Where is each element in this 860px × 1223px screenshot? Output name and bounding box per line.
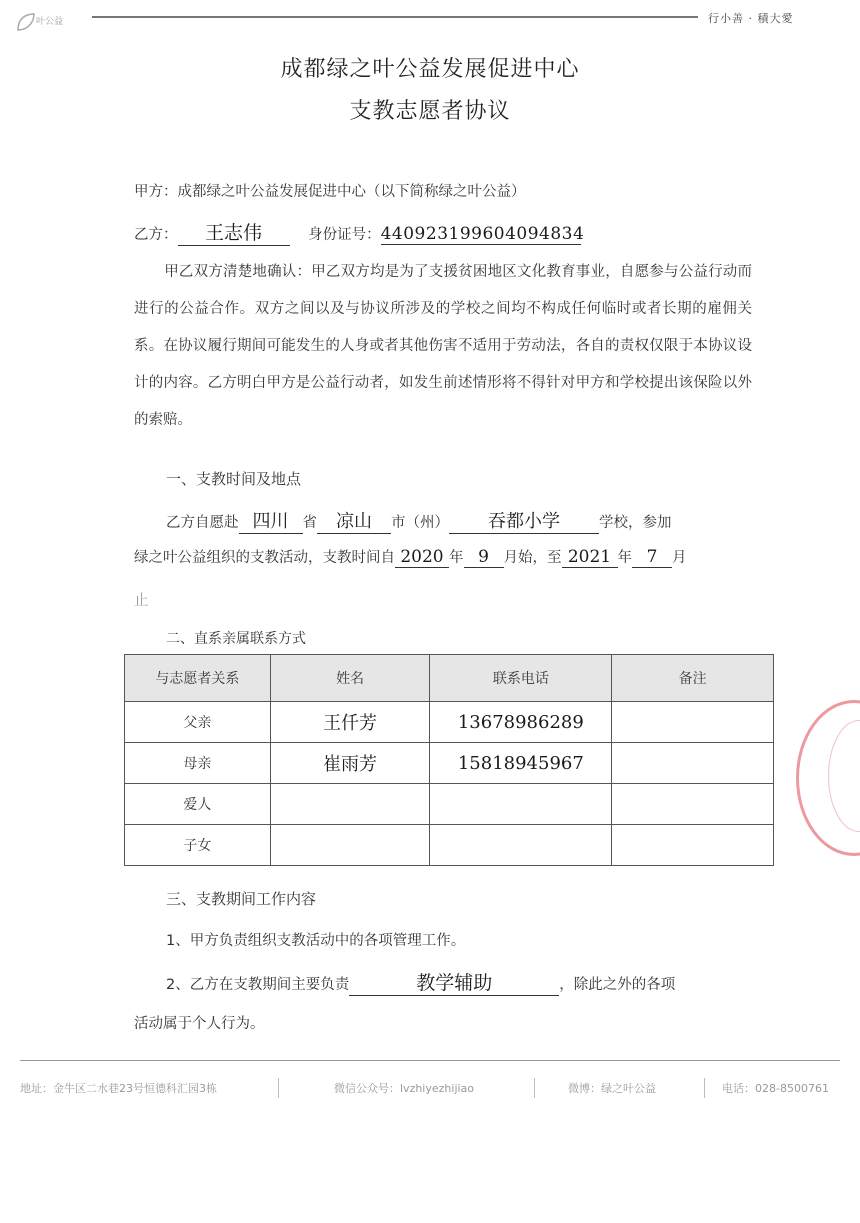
start-month: 9 [464, 547, 504, 568]
note-cell [612, 743, 774, 784]
year-unit: 年 [449, 550, 464, 566]
s1-prefix: 乙方自愿赴 [166, 515, 239, 531]
party-a-line [134, 180, 526, 201]
section1-line1 [166, 507, 672, 534]
column-header: 联系电话 [430, 655, 612, 702]
end-month: 7 [632, 547, 672, 568]
duty-value: 教学辅助 [349, 968, 559, 996]
name-cell [270, 825, 430, 866]
contacts-table [124, 654, 774, 866]
phone-cell [430, 825, 612, 866]
name-cell: 崔雨芳 [270, 743, 430, 784]
id-label: 身份证号： [308, 227, 381, 243]
item2-suffix: ，除此之外的各项 [559, 977, 676, 993]
note-cell [612, 702, 774, 743]
party-b-name: 王志伟 [178, 218, 290, 246]
section3-heading: 三、支教期间工作内容 [166, 890, 317, 908]
party-b-label: 乙方： [134, 227, 178, 243]
column-header: 与志愿者关系 [125, 655, 271, 702]
leaf-icon [14, 10, 38, 34]
header-rule [92, 16, 698, 18]
footer-divider [704, 1078, 705, 1098]
note-cell [612, 784, 774, 825]
footer-rule [20, 1060, 840, 1061]
name-cell: 王仟芳 [270, 702, 430, 743]
column-header: 姓名 [270, 655, 430, 702]
item2-prefix: 2、乙方在支教期间主要负责 [166, 977, 350, 993]
footer-divider [534, 1078, 535, 1098]
footer-address: 地址：金牛区二水巷23号恒德科汇园3栋 [20, 1082, 217, 1095]
table-row [125, 743, 774, 784]
city-unit: 市（州） [391, 515, 449, 531]
section3-item2 [166, 968, 675, 996]
footer-wechat: 微信公众号：lvzhiyezhijiao [334, 1082, 475, 1095]
header-slogan: 行小善 · 積大愛 [708, 12, 794, 25]
province-value: 四川 [239, 507, 303, 534]
footer-weibo: 微博：绿之叶公益 [568, 1082, 656, 1095]
logo-text: 叶公益 [36, 17, 64, 27]
table-row [125, 825, 774, 866]
footer-divider [278, 1078, 279, 1098]
school-unit: 学校，参加 [599, 515, 672, 531]
column-header: 备注 [612, 655, 774, 702]
footer-phone: 电话：028-8500761 [722, 1082, 829, 1095]
section1-line3: 止 [134, 593, 149, 609]
phone-cell: 15818945967 [430, 743, 612, 784]
name-cell [270, 784, 430, 825]
table-row [125, 784, 774, 825]
start-suffix: 月始，至 [503, 550, 562, 566]
section1-line2 [134, 546, 687, 568]
phone-cell [430, 784, 612, 825]
party-a-label: 甲方： [134, 184, 178, 200]
relation-cell: 母亲 [125, 743, 271, 784]
id-number: 440923199604094834 [380, 224, 585, 244]
party-a-value: 成都绿之叶公益发展促进中心（以下简称绿之叶公益） [177, 184, 526, 200]
party-b-line [134, 218, 585, 246]
end-year: 2021 [562, 547, 618, 568]
table-row [125, 702, 774, 743]
city-value: 凉山 [317, 507, 391, 534]
relation-cell: 父亲 [125, 702, 271, 743]
section1-heading: 一、支教时间及地点 [166, 470, 302, 488]
org-title: 成都绿之叶公益发展促进中心 [280, 57, 580, 82]
school-value: 吞都小学 [449, 507, 599, 534]
section3-item2-line2: 活动属于个人行为。 [134, 1016, 265, 1032]
phone-cell: 13678986289 [430, 702, 612, 743]
relation-cell: 爱人 [125, 784, 271, 825]
province-unit: 省 [302, 515, 317, 531]
agreement-text: 甲乙双方清楚地确认：甲乙双方均是为了支援贫困地区文化教育事业，自愿参与公益行动而进行的公益合作。双方之间以及与协议所涉及的学校之间均不构成任何临时或者长期的雇佣关系。在协议履行期间可能发生的人身或者其他伤害不适用于劳动法，各自的责权仅限于本协议设计的内容。乙方明白甲方是公益行动者，如发生前述情形将不得针对甲方和学校提出该保险以外的索赔。 [134, 264, 752, 428]
note-cell [612, 825, 774, 866]
s1-line2-prefix: 绿之叶公益组织的支教活动，支教时间自 [134, 550, 395, 566]
end-year-unit: 年 [617, 550, 632, 566]
section2-heading: 二、直系亲属联系方式 [166, 631, 306, 647]
document-title: 支教志愿者协议 [349, 99, 511, 124]
table-header-row [125, 655, 774, 702]
start-year: 2020 [395, 547, 449, 568]
section3-item1: 1、甲方负责组织支教活动中的各项管理工作。 [166, 933, 466, 949]
end-month-unit: 月 [672, 550, 687, 566]
agreement-paragraph [134, 254, 752, 439]
relation-cell: 子女 [125, 825, 271, 866]
